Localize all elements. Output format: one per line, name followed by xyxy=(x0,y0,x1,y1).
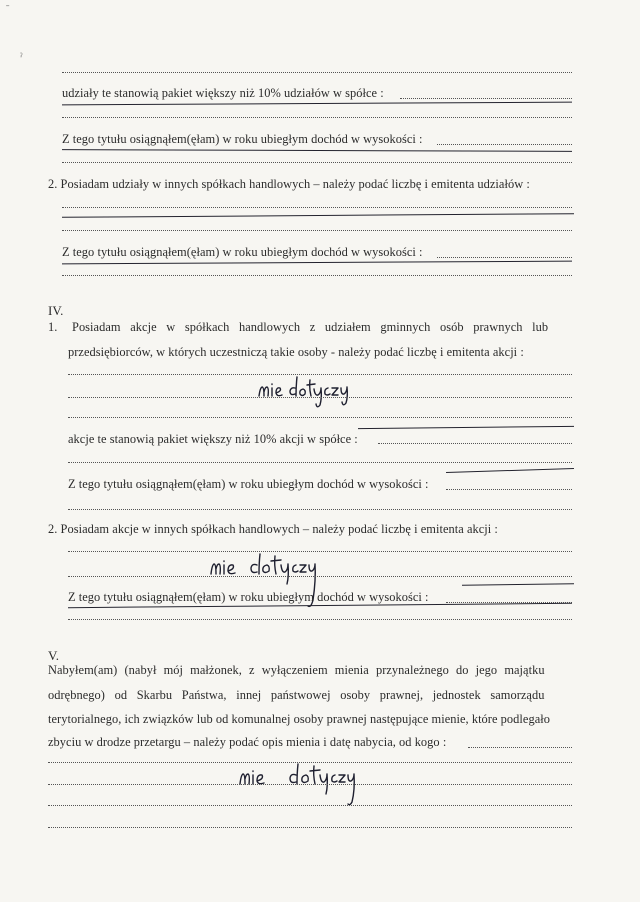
dotted-line xyxy=(68,576,572,577)
strike-line xyxy=(62,261,572,265)
strike-line xyxy=(462,583,574,586)
dotted-line xyxy=(62,162,572,163)
scan-mark: ˉ xyxy=(6,4,10,15)
dotted-line xyxy=(437,257,572,258)
dotted-line xyxy=(48,784,572,785)
dotted-line xyxy=(68,397,572,398)
strike-line xyxy=(358,426,574,429)
item-1-text: Posiadam akcje w spółkach handlowych z udziałem gminnych osób prawnych lub xyxy=(72,320,549,334)
dotted-line xyxy=(48,827,572,828)
strike-line xyxy=(446,468,574,473)
dotted-line xyxy=(62,275,572,276)
dotted-line xyxy=(62,72,572,73)
scan-mark: ˀ xyxy=(20,52,23,63)
dotted-line xyxy=(48,762,572,763)
dotted-line xyxy=(446,489,572,490)
income-label: Z tego tytułu osiągnąłem(ęłam) w roku ubiegłym dochód w wysokości : xyxy=(68,477,429,491)
dotted-line xyxy=(48,805,572,806)
section-iv-heading: IV. xyxy=(48,303,64,318)
dotted-line xyxy=(68,417,572,418)
dotted-line xyxy=(400,98,572,99)
dotted-line xyxy=(378,443,572,444)
handwriting-nie-dotyczy xyxy=(255,372,355,412)
strike-line xyxy=(62,213,574,218)
strike-line xyxy=(62,102,572,106)
dotted-line xyxy=(62,207,572,208)
item-1-number: 1. xyxy=(48,320,58,334)
income-label: Z tego tytułu osiągnąłem(ęłam) w roku ubiegłym dochód w wysokości : xyxy=(62,245,423,259)
income-label: Z tego tytułu osiągnąłem(ęłam) w roku ubiegłym dochód w wysokości : xyxy=(68,590,429,604)
strike-line xyxy=(62,149,572,152)
shares-percent-label: udziały te stanowią pakiet większy niż 10% udziałów w spółce : xyxy=(62,86,384,100)
income-label: Z tego tytułu osiągnąłem(ęłam) w roku ubiegłym dochód w wysokości : xyxy=(62,132,423,146)
item-2-shares: 2. Posiadam akcje w innych spółkach handlowych – należy podać liczbę i emitenta akcji : xyxy=(48,522,498,536)
dotted-line xyxy=(468,747,572,748)
dotted-line xyxy=(68,462,572,463)
section-v-text: terytorialnego, ich związków lub od komunalnej osoby prawnej następujące mienie, które podlegało xyxy=(48,712,550,726)
section-v-text: odrębnego) od Skarbu Państwa, innej państwowej osoby prawnej, jednostek samorządu xyxy=(48,688,545,702)
section-v-text: zbyciu w drodze przetargu – należy podać opis mienia i datę nabycia, od kogo : xyxy=(48,735,447,749)
dotted-line xyxy=(62,117,572,118)
item-1-text-cont: przedsiębiorców, w których uczestniczą takie osoby - należy podać liczbę i emitenta akcji : xyxy=(68,345,524,359)
dotted-line xyxy=(68,619,572,620)
handwriting-nie-dotyczy xyxy=(234,760,364,810)
section-v-heading: V. xyxy=(48,648,60,663)
item-2-shares: 2. Posiadam udziały w innych spółkach handlowych – należy podać liczbę i emitenta udziałów : xyxy=(48,177,530,191)
dotted-line xyxy=(68,374,572,375)
dotted-line xyxy=(62,230,572,231)
dotted-line xyxy=(68,551,572,552)
dotted-line xyxy=(437,144,572,145)
dotted-line xyxy=(68,509,572,510)
shares-percent-label: akcje te stanowią pakiet większy niż 10% akcji w spółce : xyxy=(68,432,358,446)
section-v-text: Nabyłem(am) (nabył mój małżonek, z wyłączeniem mienia przynależnego do jego majątku xyxy=(48,663,545,677)
